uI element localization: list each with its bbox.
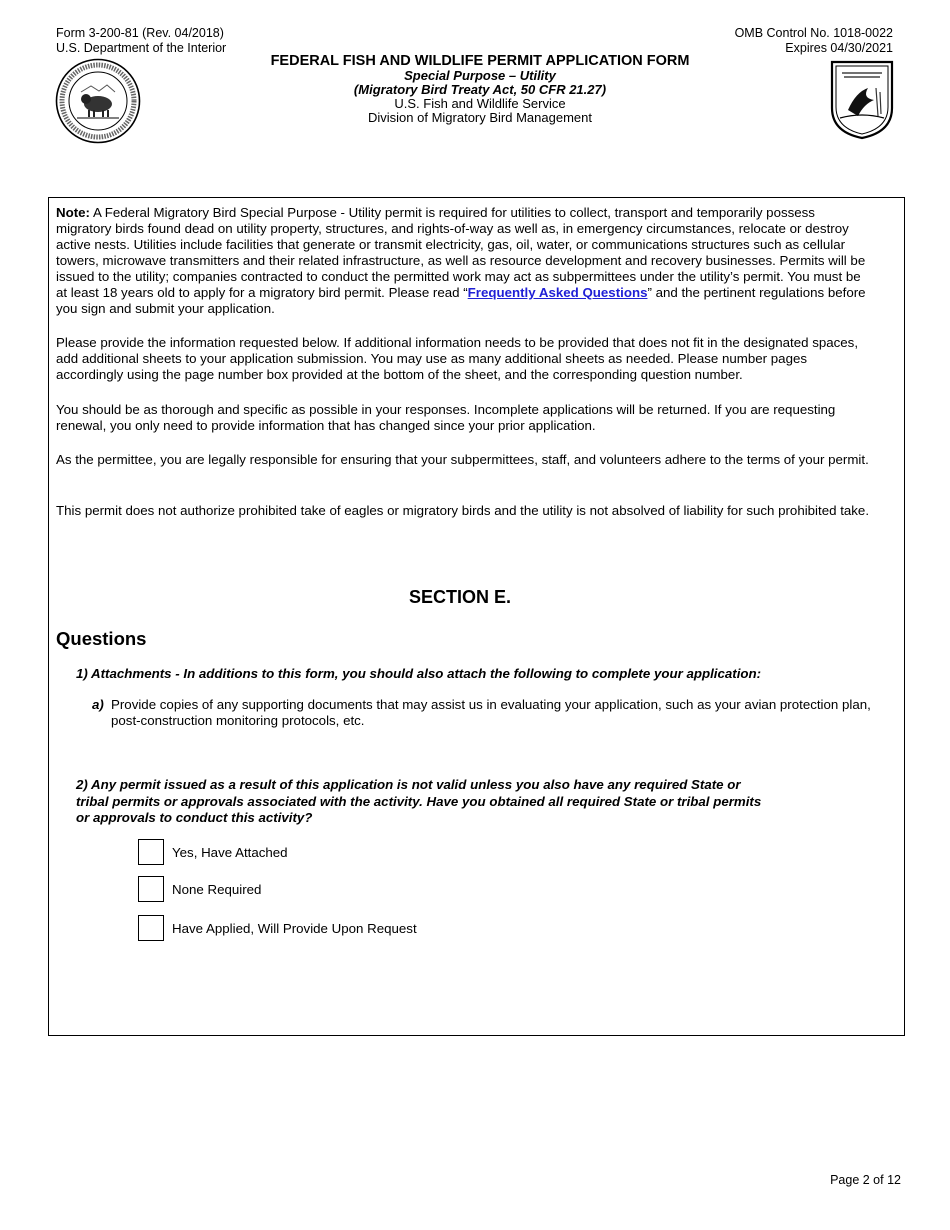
questions-heading: Questions — [56, 628, 147, 649]
regulatory-authority: (Migratory Bird Treaty Act, 50 CFR 21.27) — [353, 82, 607, 97]
question-1a-text: Provide copies of any supporting documents that may assist us in evaluating your application, such as your avian protection plan, post-construction monitoring protocols, etc. — [111, 697, 871, 728]
note-tail: ” and the pertinent regulations before you sign and submit your application. — [56, 285, 866, 316]
option-have-applied[interactable] — [138, 914, 417, 942]
form-subtitle: Special Purpose – Utility — [404, 68, 556, 83]
checkbox-yes-have-attached[interactable] — [138, 839, 164, 865]
checkbox-none-required[interactable] — [138, 876, 164, 902]
omb-info — [735, 26, 893, 56]
form-title: FEDERAL FISH AND WILDLIFE PERMIT APPLICATION FORM — [270, 53, 690, 69]
application-form-panel — [48, 197, 905, 1036]
note-label: Note: — [56, 205, 90, 220]
question-1a — [92, 697, 882, 729]
department-name: U.S. Department of the Interior — [56, 41, 227, 55]
option-label: Have Applied, Will Provide Upon Request — [172, 920, 417, 936]
interior-seal-icon — [55, 58, 141, 144]
thoroughness-paragraph: You should be as thorough and specific as possible in your responses. Incomplete applications will be returned. If you are requesting renewal, you only need to provide information that has changed since your prior application. — [56, 402, 836, 433]
page-number: Page 2 of 12 — [830, 1173, 901, 1187]
agency-name: U.S. Fish and Wildlife Service — [394, 96, 566, 111]
question-1a-label: a) — [92, 697, 104, 712]
checkbox-have-applied[interactable] — [138, 915, 164, 941]
section-title: SECTION E. — [408, 587, 511, 607]
form-title-block — [230, 53, 730, 125]
question-2-state-permits: 2) Any permit issued as a result of this application is not valid unless you also have any required State or tribal permits or approvals associated with the activity. Have you obtained all required State or tribal permits or approvals to conduct this activity? — [76, 777, 762, 825]
expiration-date: Expires 04/30/2021 — [785, 41, 893, 55]
division-name: Division of Migratory Bird Management — [368, 110, 592, 125]
note-paragraph — [56, 205, 871, 317]
note-text: A Federal Migratory Bird Special Purpose - Utility permit is required for utilities to collect, transport and temporarily possess migratory birds found dead on utility property, structures, and rights-of-way as well as, in emergency circumstances, relocate or destroy active nests. Utilities include facilities that generate or transmit electricity, gas, oil, water, or communications structures such as cellular towers, microwave transmitters and their related infrastructure, as well as resource development and recovery businesses. Permits will be issued to the utility; companies contracted to conduct the permitted work may act as subpermittees under the utility’s permit. You must be at least 18 years old to apply for a migratory bird permit. Please read “ — [56, 205, 866, 300]
liability-paragraph: This permit does not authorize prohibited take of eagles or migratory birds and the utility is not absolved of liability for such prohibited take. — [56, 503, 870, 518]
omb-control-number: OMB Control No. 1018-0022 — [734, 26, 893, 40]
form-identifier — [56, 26, 226, 56]
option-none-required[interactable] — [138, 875, 261, 903]
fws-shield-icon — [828, 58, 896, 140]
question-1-attachments: 1) Attachments - In additions to this form, you should also attach the following to complete your application: — [76, 666, 762, 681]
option-label: Yes, Have Attached — [172, 844, 288, 860]
option-label: None Required — [172, 881, 262, 897]
form-number: Form 3-200-81 (Rev. 04/2018) — [56, 26, 224, 40]
responsibility-paragraph: As the permittee, you are legally responsible for ensuring that your subpermittees, staff, and volunteers adhere to the terms of your permit. — [56, 452, 869, 467]
faq-link[interactable]: Frequently Asked Questions — [467, 285, 648, 300]
option-yes-have-attached[interactable] — [138, 838, 288, 866]
instructions-paragraph: Please provide the information requested below. If additional information needs to be provided that does not fit in the designated spaces, add additional sheets to your application submission. You may use as many additional sheets as needed. Please number pages accordingly using the page number box provided at the bottom of the sheet, and the corresponding question number. — [56, 335, 859, 382]
